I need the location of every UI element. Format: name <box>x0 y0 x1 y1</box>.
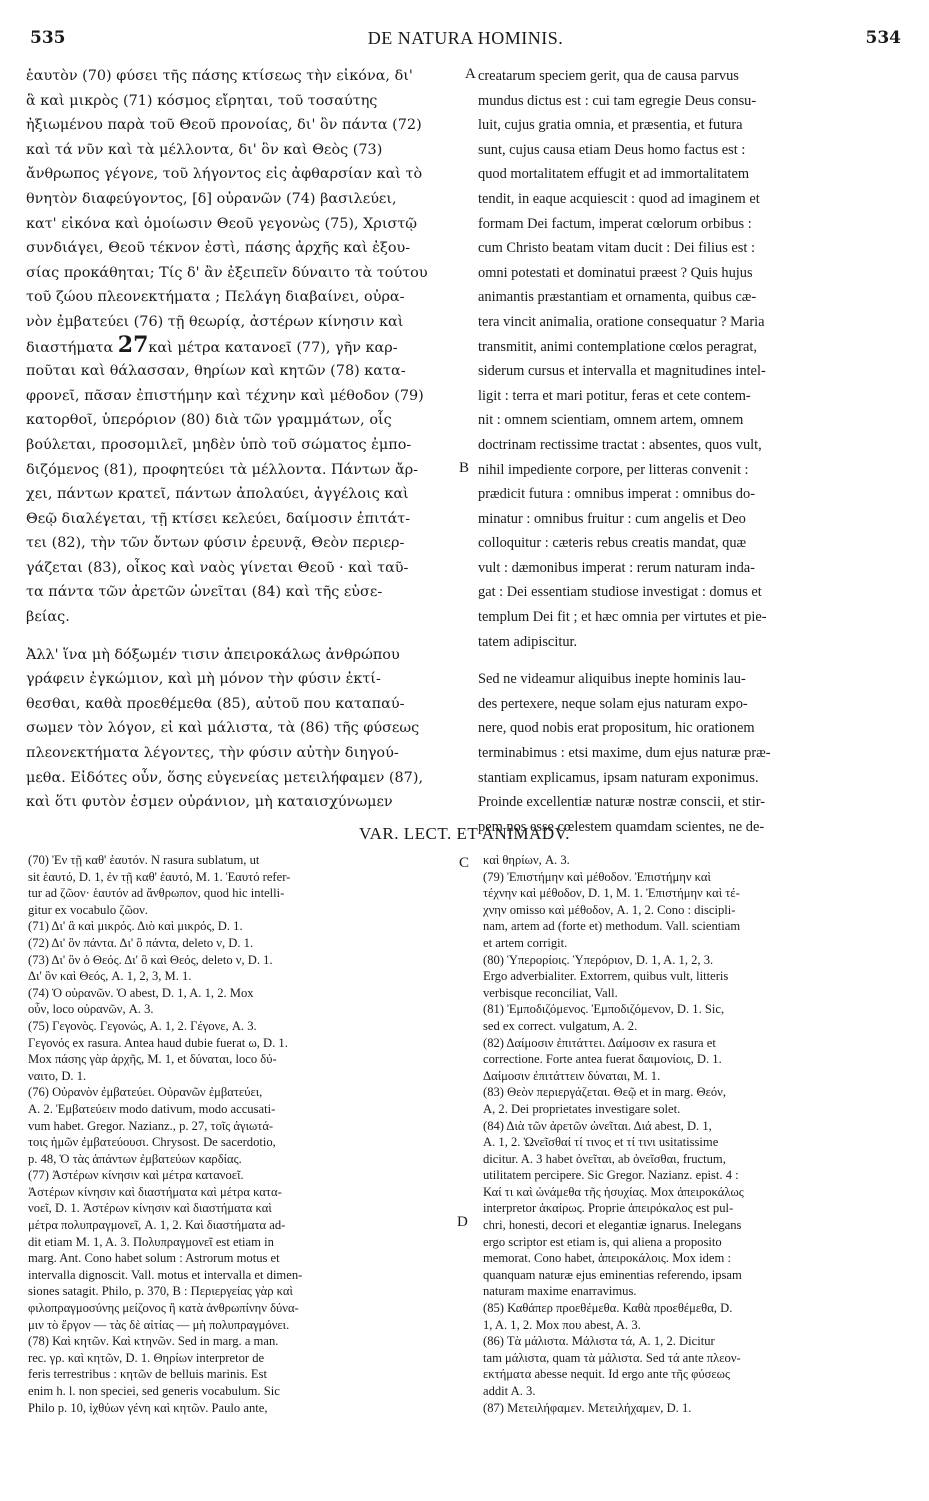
greek-line-text: διαστήματα <box>26 339 118 356</box>
note-line: οὖν, loco οὐρανῶν, A. 3. <box>28 1002 154 1017</box>
latin-line: colloquitur : cæteris rebus creatis mandat, quæ <box>478 535 747 552</box>
note-line: naturam maxime enarravimus. <box>483 1284 637 1299</box>
latin-line: quod mortalitatem effugit et ad immortalitatem <box>478 166 750 183</box>
running-title: DE NATURA HOMINIS. <box>367 28 564 48</box>
note-line: siones satagit. Philo, p. 370, B : Περιεργείας γὰρ καὶ <box>28 1284 293 1299</box>
note-line: quanquam naturæ ejus eminentias referendo, ipsam <box>483 1267 742 1282</box>
greek-line: καὶ τά νῦν καὶ τὰ μέλλοντα, δι' ὃν καὶ Θεὸς (73) <box>26 141 383 158</box>
note-line: feris terrestribus : κητῶν de belluis marinis. Est <box>28 1367 268 1382</box>
latin-line: tatem adipiscitur. <box>478 633 578 650</box>
greek-line: θεσθαι, καθὰ προεθέμεθα (85), αὐτοῦ που καταπαύ- <box>26 695 405 712</box>
note-line: Ἀστέρων κίνησιν καὶ διαστήματα καὶ μέτρα κατα- <box>28 1184 282 1199</box>
latin-line: terminabimus : etsi maxime, dum ejus naturæ præ- <box>478 745 771 762</box>
latin-line: pem nos esse cœlestem quamdam scientes, ne de- <box>478 818 765 835</box>
latin-line: nihil impediente corpore, per litteras convenit : <box>478 461 749 478</box>
latin-line: gat : Dei essentiam studiose investigat : domus et <box>478 584 762 601</box>
note-line: A, 2. Dei proprietates investigare solet. <box>483 1101 681 1116</box>
note-line: Δαίμοσιν ἐπιτάττειν δύναται, M. 1. <box>483 1068 661 1083</box>
note-line: sed ex correct. vulgatum, A. 2. <box>483 1018 638 1033</box>
note-line: Δι' ὃν καὶ Θεός, A. 1, 2, 3, M. 1. <box>28 969 192 984</box>
paragraph-gap <box>26 630 462 643</box>
note-line: Ergo adverbialiter. Extorrem, quibus vult, litteris <box>483 969 729 984</box>
note-line: tur ad ζῶον· ἑαυτόν ad ἄνθρωπον, quod hic intelli- <box>28 886 285 901</box>
latin-line: stantiam explicamus, ipsam naturam exponimus. <box>478 769 759 786</box>
greek-line: βούλεται, προσομιλεῖ, μηδὲν ὑπὸ τοῦ σώματος ἐμπο- <box>26 436 412 453</box>
note-line: nam, artem ad (forte et) methodum. Vall. scientiam <box>483 919 741 934</box>
note-line: A. 1, 2. Ὠνεῖσθαί τί τινος et τί τινι usitatissime <box>483 1135 719 1150</box>
column-number: 27 <box>117 334 149 358</box>
variant-readings-title: VAR. LECT. ET ANIMADV. <box>359 824 570 843</box>
latin-line: Proinde excellentiæ naturæ nostræ conscii, et stir- <box>478 794 766 811</box>
note-line: καὶ θηρίων, A. 3. <box>483 853 570 867</box>
note-line: μιν τὸ ἔργον — τὰς δὲ αἰτίας — μὴ πολυπραγμόνει. <box>28 1317 290 1332</box>
note-line: (85) Καθάπερ προεθέμεθα. Καθὰ προεθέμεθα, D. <box>483 1301 733 1316</box>
note-line: 1, A. 1, 2. Mox που abest, A. 3. <box>483 1317 641 1332</box>
greek-line <box>26 335 462 360</box>
note-line: (83) Θεὸν περιεργάζεται. Θεῷ et in marg. Θεόν, <box>483 1085 727 1100</box>
note-line: μέτρα πολυπραγμονεῖ, A. 1, 2. Καὶ διαστήματα ad- <box>28 1218 286 1233</box>
latin-line: nere, quod nobis erat propositum, hic orationem <box>478 720 755 737</box>
note-line: rec. γρ. καὶ κητῶν, D. 1. Θηρίων interpretor de <box>28 1350 265 1365</box>
note-line: (73) Δι' ὃν ὁ Θεός. Δι' ὃ καὶ Θεός, deleto ν, D. 1. <box>28 952 273 967</box>
note-line: ergo scriptor est etiam is, qui aliena a proposito <box>483 1234 722 1249</box>
note-line: (70) Ἐν τῇ καθ' ἑαυτόν. N rasura sublatum, ut <box>28 853 260 867</box>
note-line: (87) Μετειλήφαμεν. Μετειλήχαμεν, D. 1. <box>483 1400 692 1415</box>
note-line: et artem corrigit. <box>483 935 568 950</box>
greek-line: φρονεῖ, πᾶσαν ἐπιστήμην καὶ τέχνην καὶ μέθοδον (79) <box>26 387 424 404</box>
latin-line: vult : dæmonibus imperat : rerum naturam inda- <box>478 559 755 576</box>
note-line: Philo p. 10, ἰχθύων γένη καὶ κητῶν. Paulo ante, <box>28 1400 268 1415</box>
greek-line: γράφειν ἐγκώμιον, καὶ μὴ μόνον τὴν φύσιν ἐκτί- <box>26 671 381 688</box>
page-number-left: 535 <box>30 28 66 48</box>
note-line: sit ἑαυτό, D. 1, ἐν τῇ καθ' ἑαυτό, M. 1. Ἑαυτό refer- <box>28 869 291 884</box>
note-line: (82) Δαίμοσιν ἐπιτάττει. Δαίμοσιν ex rasura et <box>483 1035 716 1050</box>
note-line: (76) Οὐρανὸν ἐμβατεύει. Οὐρανῶν ἐμβατεύει, <box>28 1085 263 1100</box>
note-line: (86) Τὰ μάλιστα. Μάλιστα τά, A. 1, 2. Dicitur <box>483 1334 715 1349</box>
margin-letter-c: C <box>459 855 470 871</box>
greek-line: θνητὸν διαφεύγοντος, [δ] οὐρανῶν (74) βασιλεύει, <box>26 190 397 207</box>
notes-left-column <box>28 852 456 1416</box>
latin-line: animantis præstantiam et ornamenta, quibus cæ- <box>478 289 757 306</box>
greek-line: τα πάντα τῶν ἀρετῶν ὠνεῖται (84) καὶ τῆς εὐσε- <box>26 584 383 601</box>
greek-line: γάζεται (83), οἶκος καὶ ναὸς γίνεται Θεοῦ · καὶ ταῦ- <box>26 559 409 576</box>
note-line: memorat. Cono habet, ἀπειροκάλοις. Mox idem : <box>483 1251 731 1266</box>
latin-line: formam Dei factum, imperat cœlorum orbibus : <box>478 215 752 232</box>
page-number-right: 534 <box>865 28 901 48</box>
note-line: chri, honesti, decori et elegantiæ ignarus. Inelegans <box>483 1218 742 1233</box>
note-line: intervalla dignoscit. Vall. motus et intervalla et dimen- <box>28 1267 303 1282</box>
greek-line: ἑαυτὸν (70) φύσει τῆς πάσης κτίσεως τὴν εἰκόνα, δι' <box>26 68 413 84</box>
latin-line: minatur : omnibus fruitur : cum angelis et Deo <box>478 510 746 527</box>
latin-line: cum Christo beatam vitam ducit : Dei filius est : <box>478 240 755 257</box>
greek-line: καὶ ὅτι φυτὸν ἐσμεν οὐράνιον, μὴ καταισχύνωμεν <box>26 794 393 811</box>
note-line: vum habet. Gregor. Nazianz., p. 27, τοῖς ἀγιωτά- <box>28 1118 274 1133</box>
note-line: φιλοπραγμοσύνης μείζονος ἢ κατὰ ἀνθρωπίνην δύνα- <box>28 1301 299 1316</box>
note-line: τέχνην καὶ μέθοδον, D. 1, M. 1. Ἐπιστήμην καὶ τέ- <box>483 886 740 901</box>
greek-line: ἄνθρωπος γέγονε, τοῦ λήγοντος εἰς ἀφθαρσίαν καὶ τὸ <box>26 166 423 183</box>
greek-line: ποῦται καὶ θάλασσαν, θηρίων καὶ κητῶν (78) κατα- <box>26 363 406 380</box>
latin-line: sunt, cujus causa etiam Deus homo factus est : <box>478 141 746 158</box>
latin-line: des pertexere, neque solam ejus naturam expo- <box>478 695 748 712</box>
greek-line: χει, πάντων κρατεῖ, πάντων ἀπολαύει, ἀγγέλοις καὶ <box>26 486 409 503</box>
greek-line: σίας προκάθηται; Τίς δ' ἂν ἐξειπεῖν δύναιτο τὰ τούτου <box>26 264 428 281</box>
latin-line: omni potestati et dominatui præest ? Quis hujus <box>478 264 753 281</box>
greek-line: νὸν ἐμβατεύει (76) τῇ θεωρίᾳ, ἀστέρων κίνησιν καὶ <box>26 313 404 330</box>
greek-line: σωμεν τὸν λόγον, εἰ καὶ μάλιστα, τὰ (86) τῆς φύσεως <box>26 720 420 737</box>
latin-line: prædicit futura : omnibus imperat : omnibus do- <box>478 486 755 503</box>
greek-line-text: καὶ μέτρα κατανοεῖ (77), γῆν καρ- <box>148 339 398 356</box>
note-line: enim h. l. non speciei, sed generis vocabulum. Sic <box>28 1384 280 1398</box>
latin-line: ligit : terra et mari potitur, feras et cete contem- <box>478 387 751 404</box>
margin-letter-b: B <box>459 460 470 476</box>
greek-line: κατ' εἰκόνα καὶ ὁμοίωσιν Θεοῦ γεγονὼς (75), Χριστῷ <box>26 215 418 232</box>
latin-line: templum Dei fit ; et hæc omnia per virtutes et pie- <box>478 609 767 626</box>
note-line: tam μάλιστα, quam τὰ μάλιστα. Sed τά ante πλεον- <box>483 1350 741 1365</box>
greek-line: κατορθοῖ, ὑπερόριον (80) διὰ τῶν γραμμάτων, οἷς <box>26 412 392 429</box>
greek-line: διζόμενος (81), προφητεύει τὰ μέλλοντα. Πάντων ἄρ- <box>26 461 419 478</box>
greek-line: ἠξιωμένου παρὰ τοῦ Θεοῦ προνοίας, δι' ὃν πάντα (72) <box>26 117 422 134</box>
note-line: (79) Ἐπιστήμην καὶ μέθοδον. Ἐπιστήμην καὶ <box>483 869 711 884</box>
latin-line: mundus dictus est : cui tam egregie Deus consu- <box>478 92 757 109</box>
latin-line: tera vincit animalia, oratione consequatur ? Maria <box>478 313 765 330</box>
note-line: verbisque reconciliat, Vall. <box>483 985 618 1000</box>
note-line: marg. Ant. Cono habet solum : Astrorum motus et <box>28 1251 280 1266</box>
latin-text-column <box>478 64 902 839</box>
margin-letter-a: A <box>465 66 476 82</box>
note-line: (71) Δι' ἃ καὶ μικρός. Διὸ καὶ μικρός, D. 1. <box>28 919 243 934</box>
note-line: addit A. 3. <box>483 1384 536 1398</box>
note-line: A. 2. Ἐμβατεύειν modo dativum, modo accusati- <box>28 1101 276 1116</box>
latin-line: Sed ne videamur aliquibus inepte hominis lau- <box>478 671 746 688</box>
greek-text-column <box>26 64 462 815</box>
note-line: Καί τι καὶ ὠνάμεθα τῆς ἡσυχίας. Mox ἀπειροκάλως <box>483 1184 744 1199</box>
latin-line: tendit, in eaque acquiescit : quod ad imaginem et <box>478 190 760 207</box>
note-line: χνην omisso καὶ μέθοδον, A. 1, 2. Cono : discipli- <box>483 902 736 917</box>
note-line: dicitur. A. 3 habet ὀνεῖται, ab ὀνεῖσθαι, fructum, <box>483 1151 726 1166</box>
greek-line: Θεῷ διαλέγεται, τῇ κτίσει κελεύει, δαίμοσιν ἐπιτάτ- <box>26 510 411 527</box>
latin-line: creatarum speciem gerit, qua de causa parvus <box>478 68 739 84</box>
note-line: dit etiam M. 1, A. 3. Πολυπραγμονεῖ est etiam in <box>28 1234 274 1249</box>
note-line: νοεῖ, D. 1. Ἀστέρων κίνησιν καὶ διαστήματα καὶ <box>28 1201 272 1216</box>
note-line: (80) Ὑπερορίοις. Ὑπερόριον, D. 1, A. 1, 2, 3. <box>483 952 714 967</box>
note-line: ναιτο, D. 1. <box>28 1068 87 1083</box>
greek-line: πλεονεκτήματα λέγοντες, τὴν φύσιν αὐτὴν διηγού- <box>26 745 399 762</box>
latin-line: luit, cujus gratia omnia, et præsentia, et futura <box>478 117 743 134</box>
greek-line: συνδιάγει, Θεοῦ τέκνον ἐστὶ, πάσης ἀρχῆς καὶ ἐξου- <box>26 240 411 257</box>
note-line: (72) Δι' ὃν πάντα. Δι' ὃ πάντα, deleto ν, D. 1. <box>28 935 254 950</box>
note-line: Γεγονός ex rasura. Antea haud dubie fuerat ω, D. 1. <box>28 1035 288 1050</box>
notes-right-column <box>483 852 903 1416</box>
note-line: interpretor ἀκαίρως. Proprie ἀπειρόκαλος est pul- <box>483 1201 734 1216</box>
greek-line: Ἀλλ' ἵνα μὴ δόξωμέν τισιν ἀπειροκάλως ἀνθρώπου <box>26 646 400 663</box>
note-line: εκτήματα abesse nequit. Id ergo ante τῆς φύσεως <box>483 1367 730 1382</box>
greek-line: βείας. <box>26 609 70 626</box>
note-line: τοις ἡμῶν ἐμβατεύουσι. Chrysost. De sacerdotio, <box>28 1135 276 1150</box>
greek-line: ἃ καὶ μικρὸς (71) κόσμος εἴρηται, τοῦ τοσαύτης <box>26 92 378 109</box>
note-line: (74) Ὁ οὐρανῶν. Ὁ abest, D. 1, A. 1, 2. Mox <box>28 985 254 1000</box>
page-header <box>30 28 901 58</box>
note-line: (81) Ἐμποδιζόμενος. Ἐμποδιζόμενον, D. 1. Sic, <box>483 1002 725 1017</box>
note-line: correctione. Forte antea fuerat δαιμονίοις, D. 1. <box>483 1052 722 1067</box>
note-line: gitur ex vocabulo ζῶον. <box>28 902 148 917</box>
note-line: utilitatem percipere. Sic Gregor. Nazianz. epist. 4 : <box>483 1168 739 1183</box>
latin-line: transmitit, animi contemplatione cœlos peragrat, <box>478 338 757 355</box>
paragraph-gap <box>478 654 902 667</box>
margin-letter-d: D <box>457 1214 468 1230</box>
note-line: Mox πάσης γὰρ ἀρχῆς, M. 1, et δύναται, loco δύ- <box>28 1052 277 1067</box>
latin-line: nit : omnem scientiam, omnem artem, omnem <box>478 412 744 429</box>
note-line: (77) Ἀστέρων κίνησιν καὶ μέτρα κατανοεῖ. <box>28 1168 244 1183</box>
note-line: (84) Διὰ τῶν ἀρετῶν ὠνεῖται. Διά abest, D. 1, <box>483 1118 712 1133</box>
greek-line: μεθα. Εἰδότες οὖν, ὅσης εὐγενείας μετειλήφαμεν (87), <box>26 769 424 786</box>
latin-line: siderum cursus et intervalla et magnitudines intel- <box>478 363 766 380</box>
greek-line: τει (82), τὴν τῶν ὄντων φύσιν ἐρευνᾷ, Θεὸν περιερ- <box>26 535 405 552</box>
latin-line: doctrinam rectissime tractat : absentes, quos vult, <box>478 436 762 453</box>
note-line: p. 48, Ὁ τὰς ἁπάντων ἐμβατεύων καρδίας. <box>28 1151 242 1166</box>
note-line: (75) Γεγονὸς. Γεγονώς, A. 1, 2. Γέγονε, A. 3. <box>28 1018 257 1033</box>
greek-line: τοῦ ζώου πλεονεκτήματα ; Πελάγη διαβαίνει, οὐρα- <box>26 289 405 306</box>
note-line: (78) Καὶ κητῶν. Καὶ κτηνῶν. Sed in marg. a man. <box>28 1334 279 1349</box>
